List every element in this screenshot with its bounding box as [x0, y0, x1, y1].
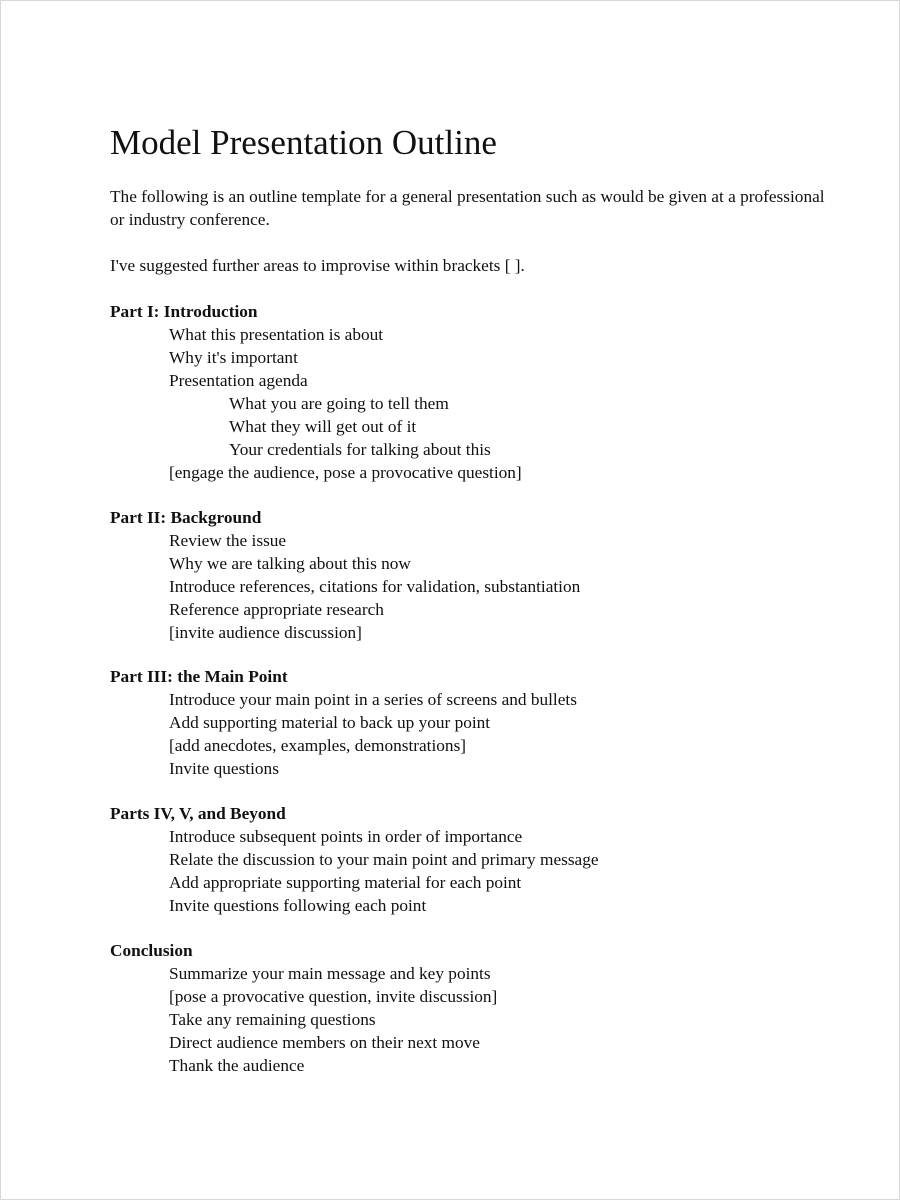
- sub-list-item: Your credentials for talking about this: [229, 440, 491, 459]
- intro-paragraph: The following is an outline template for a general presentation such as would be given at a professional or industry conference.: [110, 187, 825, 229]
- list-item: [engage the audience, pose a provocative question]: [169, 463, 522, 482]
- list-item: What this presentation is about: [169, 325, 384, 344]
- list-item: Presentation agenda: [169, 371, 308, 390]
- sub-list-item: What they will get out of it: [229, 417, 417, 436]
- list-item: Add supporting material to back up your point: [169, 713, 491, 732]
- section-part-4: [110, 802, 830, 917]
- section-heading: Part III: the Main Point: [110, 667, 288, 686]
- sub-list-item: What you are going to tell them: [229, 394, 449, 413]
- list-item: Invite questions following each point: [169, 896, 427, 915]
- list-item: Introduce subsequent points in order of importance: [169, 827, 523, 846]
- list-item: [pose a provocative question, invite discussion]: [169, 987, 498, 1006]
- section-part-3: [110, 665, 830, 780]
- list-item: Add appropriate supporting material for each point: [169, 873, 522, 892]
- section-heading: Conclusion: [110, 941, 193, 960]
- section-conclusion: [110, 939, 830, 1077]
- section-part-1: [110, 300, 830, 484]
- list-item: Take any remaining questions: [169, 1010, 376, 1029]
- list-item: Review the issue: [169, 531, 287, 550]
- list-item: Introduce your main point in a series of screens and bullets: [169, 690, 577, 709]
- list-item: Reference appropriate research: [169, 600, 384, 619]
- section-heading: Parts IV, V, and Beyond: [110, 804, 286, 823]
- section-heading: Part II: Background: [110, 508, 262, 527]
- list-item: Why it's important: [169, 348, 298, 367]
- list-item: Direct audience members on their next move: [169, 1033, 480, 1052]
- list-item: Invite questions: [169, 759, 279, 778]
- list-item: Thank the audience: [169, 1056, 305, 1075]
- bracket-note: I've suggested further areas to improvise within brackets [ ].: [110, 256, 525, 275]
- list-item: [invite audience discussion]: [169, 623, 362, 642]
- list-item: Introduce references, citations for validation, substantiation: [169, 577, 581, 596]
- list-item: Summarize your main message and key points: [169, 964, 491, 983]
- list-item: Why we are talking about this now: [169, 554, 411, 573]
- page-title: Model Presentation Outline: [110, 123, 497, 162]
- list-item: [add anecdotes, examples, demonstrations]: [169, 736, 467, 755]
- section-part-2: [110, 506, 830, 644]
- list-item: Relate the discussion to your main point and primary message: [169, 850, 599, 869]
- section-heading: Part I: Introduction: [110, 302, 258, 321]
